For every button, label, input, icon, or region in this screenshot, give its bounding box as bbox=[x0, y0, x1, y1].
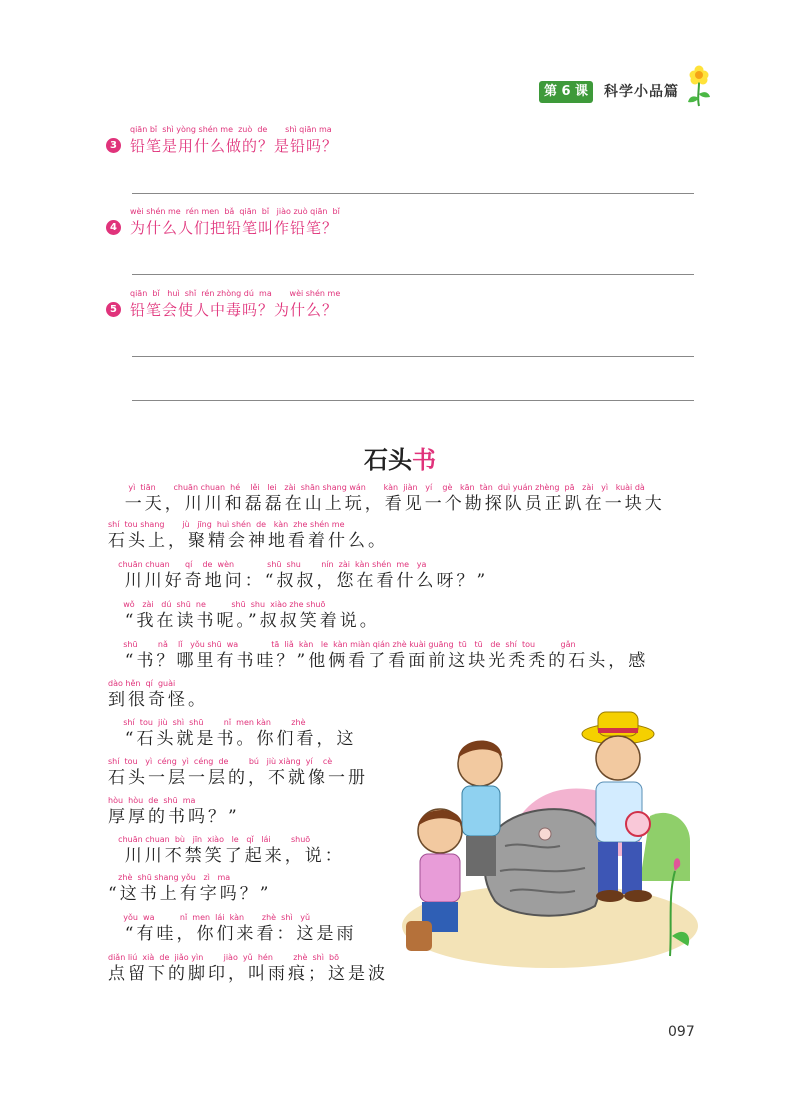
story-text: 点留下的脚印，叫雨痕；这是波 bbox=[108, 964, 388, 984]
story-text: 石头一层一层的，不就像一册 bbox=[108, 768, 368, 788]
story-line bbox=[108, 600, 698, 632]
story-line bbox=[108, 796, 398, 828]
story-pinyin: hòu hòu de shū ma bbox=[108, 796, 196, 805]
story-line bbox=[108, 835, 398, 867]
question-text: 铅笔是用什么做的？是铅吗？ bbox=[130, 137, 339, 155]
story-pinyin: zhè shū shang yǒu zì ma bbox=[108, 873, 231, 882]
story-line bbox=[108, 483, 698, 515]
answer-line[interactable] bbox=[132, 274, 694, 275]
question-number: 5 bbox=[106, 302, 121, 317]
story-line bbox=[108, 913, 398, 945]
page-number: 097 bbox=[668, 1024, 695, 1040]
story-pinyin: chuān chuan bù jīn xiào le qǐ lái shuō bbox=[108, 835, 311, 844]
story-text: “书？哪里有书哇？”他俩看了看面前这块光秃秃的石头，感 bbox=[108, 651, 649, 671]
story-pinyin: dào hěn qí guài bbox=[108, 679, 176, 688]
story-pinyin: yǒu wa nǐ men lái kàn zhè shì yǔ bbox=[108, 913, 311, 922]
question-number: 4 bbox=[106, 220, 121, 235]
answer-line[interactable] bbox=[132, 356, 694, 357]
flower-icon bbox=[684, 64, 714, 108]
story-text: “有哇，你们来看：这是雨 bbox=[108, 924, 357, 944]
question-pinyin: qiān bǐ huì shǐ rén zhòng dú ma wèi shén me bbox=[130, 289, 341, 298]
question-3 bbox=[106, 125, 338, 156]
story-title-main: 石头 bbox=[364, 445, 412, 474]
story-text: 川川好奇地问：“叔叔，您在看什么呀？” bbox=[108, 571, 489, 591]
story-illustration bbox=[400, 706, 700, 982]
story-line bbox=[108, 873, 398, 905]
story-text: 一天，川川和磊磊在山上玩，看见一个勘探队员正趴在一块大 bbox=[108, 494, 665, 514]
story-text: “我在读书呢。”叔叔笑着说。 bbox=[108, 611, 380, 631]
story-line bbox=[108, 560, 698, 592]
question-text: 铅笔会使人中毒吗？为什么？ bbox=[130, 301, 339, 319]
story-line bbox=[108, 953, 398, 985]
answer-line[interactable] bbox=[132, 400, 694, 401]
story-text: 川川不禁笑了起来，说： bbox=[108, 846, 345, 866]
story-pinyin: shí tou jiù shì shū nǐ men kàn zhè bbox=[108, 718, 306, 727]
story-text: “石头就是书。你们看，这 bbox=[108, 729, 357, 749]
lesson-badge: 第 6 课 bbox=[539, 81, 593, 103]
story-pinyin: chuān chuan qí de wèn shū shu nín zài kàn shén me ya bbox=[108, 560, 427, 569]
story-line bbox=[108, 718, 398, 750]
story-pinyin: yì tiān chuān chuan hé lěi lei zài shān shang wán kàn jiàn yí gè kān tàn duì yuán zhèng pā zài yì kuài dà bbox=[108, 483, 645, 492]
question-pinyin: wèi shén me rén men bǎ qiān bǐ jiào zuò qiān bǐ bbox=[130, 207, 340, 216]
question-5 bbox=[106, 289, 340, 320]
story-title-highlight: 书 bbox=[412, 445, 436, 474]
story-text: 厚厚的书吗？” bbox=[108, 807, 240, 827]
story-pinyin: wǒ zài dú shū ne shū shu xiào zhe shuō bbox=[108, 600, 326, 609]
question-number: 3 bbox=[106, 138, 121, 153]
story-pinyin: diǎn liú xià de jiǎo yìn jiào yǔ hén zhè shì bō bbox=[108, 953, 340, 962]
story-line bbox=[108, 640, 698, 672]
section-title: 科学小品篇 bbox=[604, 84, 679, 100]
story-text: 到很奇怪。 bbox=[108, 690, 208, 710]
story-text: “这书上有字吗？” bbox=[108, 884, 272, 904]
story-title bbox=[0, 440, 800, 475]
story-pinyin: shū nǎ lǐ yǒu shū wa tā liǎ kàn le kàn miàn qián zhè kuài guāng tū tū de shí tou gǎn bbox=[108, 640, 576, 649]
answer-line[interactable] bbox=[132, 193, 694, 194]
story-pinyin: shí tou shang jù jīng huì shén de kàn zhe shén me bbox=[108, 520, 345, 529]
question-text: 为什么人们把铅笔叫作铅笔？ bbox=[130, 219, 339, 237]
story-line bbox=[108, 520, 698, 552]
question-4 bbox=[106, 207, 340, 238]
story-text: 石头上，聚精会神地看着什么。 bbox=[108, 531, 388, 551]
story-line bbox=[108, 757, 398, 789]
story-pinyin: shí tou yì céng yì céng de bú jiù xiàng yí cè bbox=[108, 757, 333, 766]
question-pinyin: qiān bǐ shì yòng shén me zuò de shì qiān ma bbox=[130, 125, 332, 134]
